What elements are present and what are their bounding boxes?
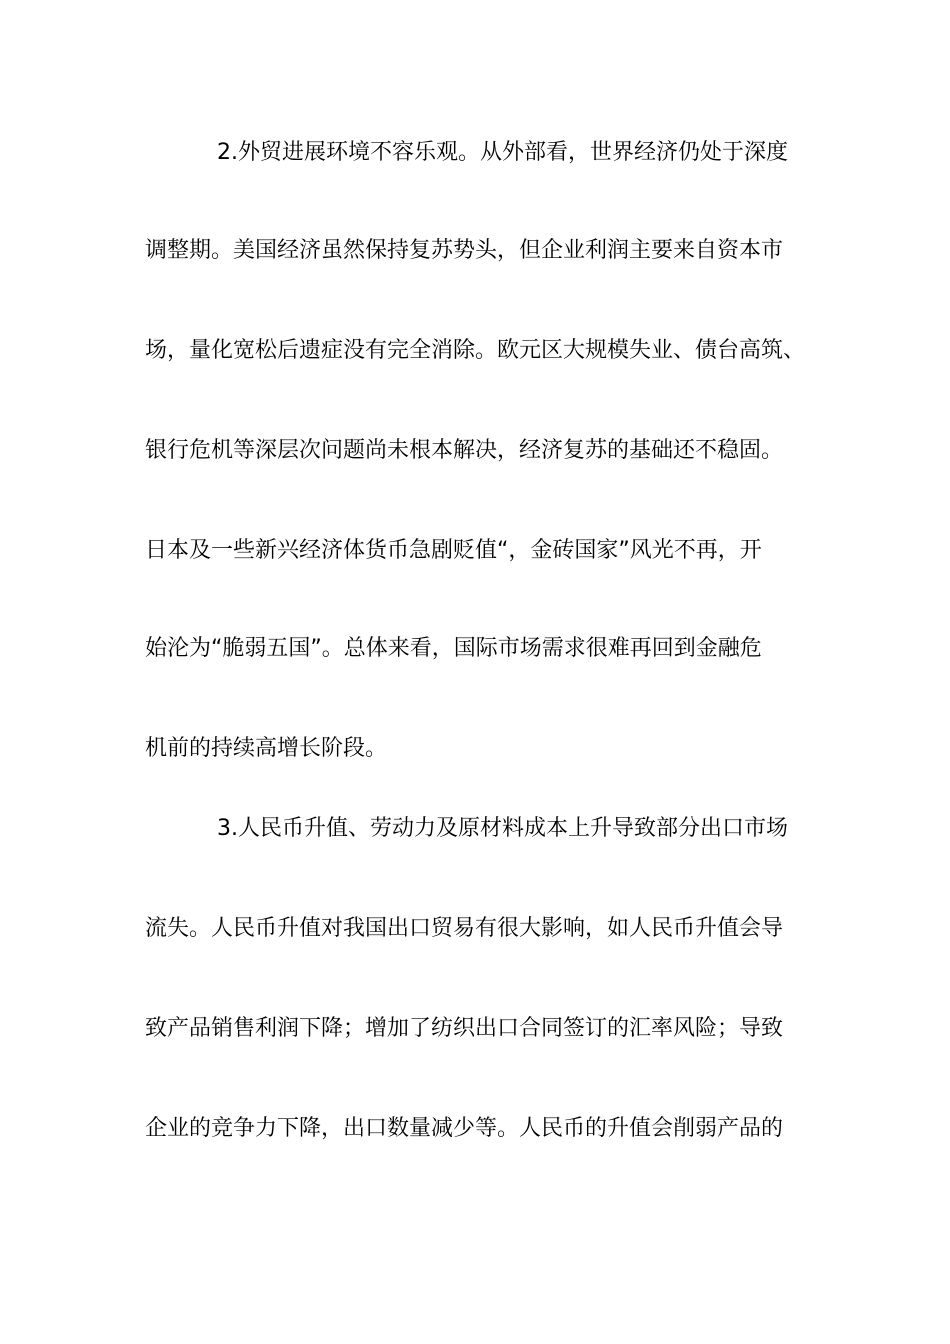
paragraph-2-line-7: 机前的持续高增长阶段。 [145, 736, 388, 761]
paragraph-3-line-3: 致产品销售利润下降；增加了纺织出口合同签订的汇率风险；导致 [145, 1016, 784, 1041]
paragraph-2-line-5: 日本及一些新兴经济体货币急剧贬值“，金砖国家”风光不再，开 [145, 538, 762, 563]
paragraph-2-line-4: 银行危机等深层次问题尚未根本解决，经济复苏的基础还不稳固。 [145, 438, 784, 463]
paragraph-3-line-1: 3.人民币升值、劳动力及原材料成本上升导致部分出口市场 [217, 816, 788, 841]
paragraph-3-line-2: 流失。人民币升值对我国出口贸易有很大影响，如人民币升值会导 [145, 916, 784, 941]
paragraph-2-line-1: 2.外贸进展环境不容乐观。从外部看，世界经济仍处于深度 [217, 140, 788, 165]
paragraph-2-line-2: 调整期。美国经济虽然保持复苏势头，但企业利润主要来自资本市 [145, 238, 784, 263]
paragraph-3-line-4: 企业的竞争力下降，出口数量减少等。人民币的升值会削弱产品的 [145, 1116, 784, 1141]
paragraph-2-line-6: 始沦为“脆弱五国”。总体来看，国际市场需求很难再回到金融危 [145, 636, 762, 661]
paragraph-2-line-3: 场，量化宽松后遗症没有完全消除。欧元区大规模失业、债台高筑、 [145, 338, 806, 363]
